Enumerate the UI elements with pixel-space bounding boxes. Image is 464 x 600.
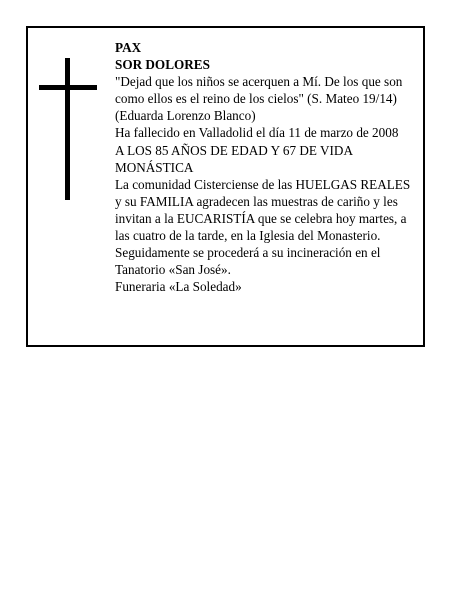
obituary-notice (26, 26, 425, 347)
notice-line-tanatorio: Tanatorio «San José». (115, 262, 231, 278)
notice-line-quote-1: "Dejad que los niños se acerquen a Mí. De los que son (115, 74, 403, 90)
notice-line-funeraria: Funeraria «La Soledad» (115, 279, 242, 295)
notice-line-thanks: y su FAMILIA agradecen las muestras de cariño y les (115, 193, 398, 209)
notice-line-invite: invitan a la EUCARISTÍA que se celebra hoy martes, a (115, 210, 407, 226)
notice-line-quote-2: como ellos es el reino de los cielos" (S. Mateo 19/14) (115, 91, 397, 107)
notice-line-cremation: Seguidamente se procederá a su incineración en el (115, 245, 381, 261)
notice-line-age-1: A LOS 85 AÑOS DE EDAD Y 67 DE VIDA (115, 142, 353, 158)
notice-line-civil-name: (Eduarda Lorenzo Blanco) (115, 108, 256, 124)
cross-vertical-bar (65, 58, 70, 200)
notice-line-age-2: MONÁSTICA (115, 159, 194, 175)
notice-line-death: Ha fallecido en Valladolid el día 11 de marzo de 2008 (115, 125, 399, 141)
notice-line-pax: PAX (115, 40, 142, 55)
notice-line-community: La comunidad Cisterciense de las HUELGAS REALES (115, 176, 411, 192)
notice-line-time-place: las cuatro de la tarde, en la Iglesia del Monasterio. (115, 228, 381, 244)
cross-horizontal-bar (39, 85, 97, 90)
notice-line-name: SOR DOLORES (115, 57, 210, 73)
notice-text (115, 39, 425, 295)
